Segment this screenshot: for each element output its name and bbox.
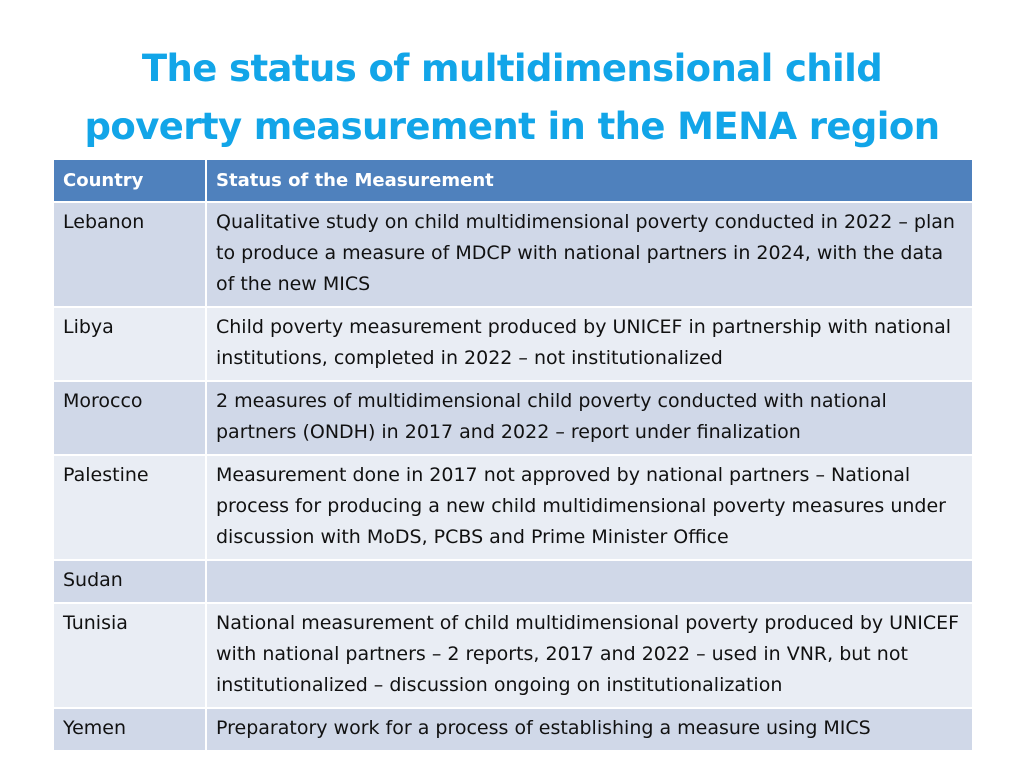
cell-status: Child poverty measurement produced by UNICEF in partnership with national institutions, completed in 2022 – not institutionalized bbox=[206, 307, 973, 381]
cell-country: Lebanon bbox=[53, 202, 206, 307]
cell-status: Measurement done in 2017 not approved by national partners – National process for producing a new child multidimensional poverty measures under discussion with MoDS, PCBS and Prime Minister Office bbox=[206, 455, 973, 560]
cell-status: Preparatory work for a process of establishing a measure using MICS bbox=[206, 708, 973, 751]
table-row bbox=[53, 708, 973, 751]
cell-country: Morocco bbox=[53, 381, 206, 455]
cell-status bbox=[206, 560, 973, 603]
status-table bbox=[52, 158, 974, 752]
table-row bbox=[53, 560, 973, 603]
table-row bbox=[53, 381, 973, 455]
cell-country: Tunisia bbox=[53, 603, 206, 708]
slide-title-line-1: The status of multidimensional child bbox=[141, 47, 883, 90]
cell-country: Palestine bbox=[53, 455, 206, 560]
cell-status: National measurement of child multidimensional poverty produced by UNICEF with national partners – 2 reports, 2017 and 2022 – used in VNR, but not institutionalized – discussion ongoing on institutionalization bbox=[206, 603, 973, 708]
column-header-country: Country bbox=[53, 159, 206, 202]
table-row bbox=[53, 202, 973, 307]
cell-country: Yemen bbox=[53, 708, 206, 751]
slide-title bbox=[40, 40, 984, 156]
table-row bbox=[53, 455, 973, 560]
table-row bbox=[53, 603, 973, 708]
slide-title-line-2: poverty measurement in the MENA region bbox=[84, 105, 940, 148]
column-header-status: Status of the Measurement bbox=[206, 159, 973, 202]
cell-country: Sudan bbox=[53, 560, 206, 603]
cell-status: 2 measures of multidimensional child poverty conducted with national partners (ONDH) in 2017 and 2022 – report under finalization bbox=[206, 381, 973, 455]
cell-country: Libya bbox=[53, 307, 206, 381]
table-header-row bbox=[53, 159, 973, 202]
table-row bbox=[53, 307, 973, 381]
cell-status: Qualitative study on child multidimensional poverty conducted in 2022 – plan to produce a measure of MDCP with national partners in 2024, with the data of the new MICS bbox=[206, 202, 973, 307]
